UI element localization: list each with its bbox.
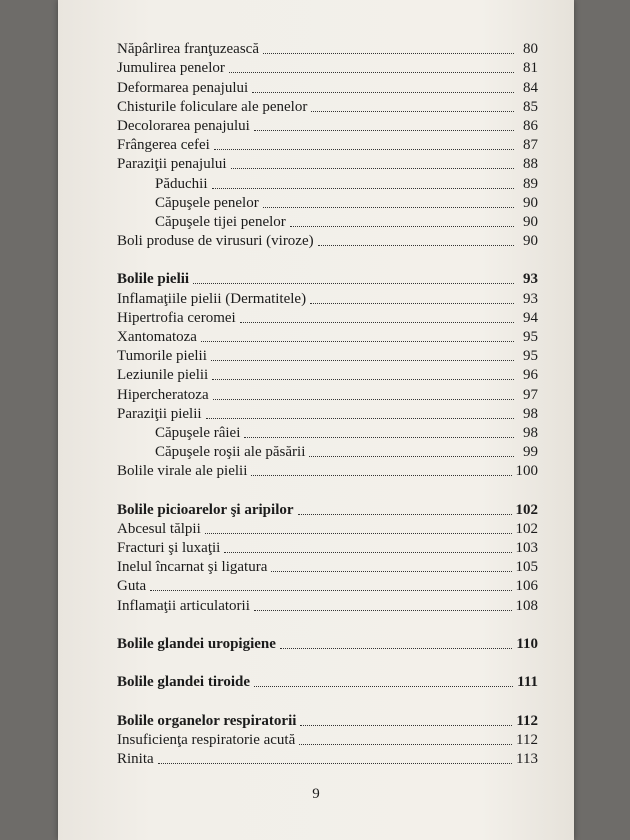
entry-page: 102 bbox=[515, 501, 538, 518]
toc-section-heading bbox=[117, 268, 538, 287]
toc-subentry bbox=[117, 422, 538, 441]
toc-entry bbox=[117, 115, 538, 134]
dot-leader bbox=[254, 609, 512, 611]
toc-entry bbox=[117, 460, 538, 479]
entry-title: Rinita bbox=[117, 751, 154, 768]
entry-page: 102 bbox=[515, 520, 538, 537]
entry-title: Abcesul tălpii bbox=[117, 520, 201, 537]
dot-leader bbox=[214, 148, 514, 150]
dot-leader bbox=[254, 129, 514, 131]
dot-leader bbox=[150, 589, 511, 591]
entry-page: 81 bbox=[523, 60, 538, 77]
entry-title: Insuficienţa respiratorie acută bbox=[117, 731, 296, 748]
entry-page: 84 bbox=[523, 79, 538, 96]
entry-title: Jumulirea penelor bbox=[117, 60, 225, 77]
entry-title: Bolile organelor respiratorii bbox=[117, 712, 297, 729]
toc-entry bbox=[117, 57, 538, 76]
dot-leader bbox=[298, 513, 512, 515]
dot-leader bbox=[263, 52, 514, 54]
toc-entry bbox=[117, 556, 538, 575]
toc-entry bbox=[117, 96, 538, 115]
entry-title: Bolile picioarelor şi aripilor bbox=[117, 501, 294, 518]
toc-entry bbox=[117, 729, 538, 748]
entry-page: 110 bbox=[516, 636, 538, 652]
entry-title: Fracturi şi luxaţii bbox=[117, 540, 221, 557]
toc-entry bbox=[117, 326, 538, 345]
toc-entry bbox=[117, 134, 538, 153]
entry-page: 93 bbox=[523, 271, 538, 288]
entry-page: 103 bbox=[515, 540, 538, 557]
entry-page: 95 bbox=[523, 348, 538, 365]
entry-page: 113 bbox=[516, 751, 538, 768]
dot-leader bbox=[193, 282, 514, 284]
entry-page: 94 bbox=[523, 309, 538, 326]
book-page bbox=[58, 0, 574, 840]
toc-entry bbox=[117, 307, 538, 326]
dot-leader bbox=[310, 302, 514, 304]
entry-title: Guta bbox=[117, 578, 147, 595]
entry-title: Bolile virale ale pielii bbox=[117, 463, 248, 480]
dot-leader bbox=[263, 206, 514, 208]
toc-entry bbox=[117, 38, 538, 57]
toc-entry bbox=[117, 76, 538, 95]
entry-page: 97 bbox=[523, 386, 538, 403]
entry-page: 112 bbox=[516, 731, 538, 748]
toc-section-heading bbox=[117, 499, 538, 518]
dot-leader bbox=[254, 685, 513, 687]
toc-entry bbox=[117, 230, 538, 249]
toc-entry bbox=[117, 594, 538, 613]
entry-page: 90 bbox=[523, 233, 538, 250]
entry-title: Deformarea penajului bbox=[117, 79, 249, 96]
entry-title: Bolile glandei uropigiene bbox=[117, 636, 276, 652]
entry-title: Xantomatoza bbox=[117, 329, 197, 345]
dot-leader bbox=[280, 647, 512, 649]
entry-title: Paraziţii penajului bbox=[117, 156, 227, 173]
dot-leader bbox=[309, 455, 514, 457]
section-spacer bbox=[117, 690, 538, 709]
entry-title: Inflamaţii articulatorii bbox=[117, 597, 250, 614]
entry-page: 93 bbox=[523, 290, 538, 307]
dot-leader bbox=[231, 167, 514, 169]
entry-page: 111 bbox=[517, 674, 538, 691]
section-spacer bbox=[117, 652, 538, 671]
dot-leader bbox=[252, 91, 514, 93]
toc-entry bbox=[117, 748, 538, 767]
entry-page: 85 bbox=[523, 98, 538, 115]
entry-page: 106 bbox=[515, 578, 538, 595]
dot-leader bbox=[311, 110, 514, 112]
dot-leader bbox=[229, 71, 514, 73]
entry-page: 98 bbox=[523, 405, 538, 422]
entry-title: Păduchii bbox=[155, 175, 208, 192]
entry-page: 80 bbox=[523, 41, 538, 58]
entry-title: Căpuşele roşii ale păsării bbox=[155, 444, 306, 461]
entry-page: 99 bbox=[523, 444, 538, 461]
dot-leader bbox=[212, 187, 515, 189]
section-spacer bbox=[117, 479, 538, 498]
toc-section-heading bbox=[117, 671, 538, 690]
entry-page: 96 bbox=[523, 367, 538, 384]
toc-entry bbox=[117, 345, 538, 364]
entry-title: Căpuşele penelor bbox=[155, 194, 259, 211]
entry-title: Boli produse de virusuri (viroze) bbox=[117, 233, 314, 250]
dot-leader bbox=[212, 378, 514, 380]
section-spacer bbox=[117, 249, 538, 268]
dot-leader bbox=[201, 340, 514, 342]
entry-page: 112 bbox=[516, 712, 538, 729]
toc-subentry bbox=[117, 441, 538, 460]
entry-page: 90 bbox=[523, 194, 538, 211]
entry-title: Frângerea cefei bbox=[117, 137, 210, 154]
entry-title: Bolile glandei tiroide bbox=[117, 674, 251, 691]
entry-title: Căpuşele tijei penelor bbox=[155, 213, 286, 230]
entry-page: 90 bbox=[523, 213, 538, 230]
dot-leader bbox=[271, 570, 511, 572]
entry-title: Paraziţii pielii bbox=[117, 405, 202, 422]
toc-entry bbox=[117, 153, 538, 172]
table-of-contents bbox=[117, 38, 538, 767]
dot-leader bbox=[251, 474, 511, 476]
dot-leader bbox=[300, 724, 512, 726]
entry-page: 89 bbox=[523, 175, 538, 192]
toc-section-heading bbox=[117, 633, 538, 652]
entry-title: Tumorile pielii bbox=[117, 348, 207, 365]
entry-title: Inelul încarnat şi ligatura bbox=[117, 559, 268, 576]
entry-page: 86 bbox=[523, 117, 538, 134]
entry-title: Leziunile pielii bbox=[117, 367, 209, 384]
entry-title: Năpârlirea franţuzească bbox=[117, 41, 259, 58]
dot-leader bbox=[299, 743, 512, 745]
toc-entry bbox=[117, 518, 538, 537]
dot-leader bbox=[244, 436, 514, 438]
entry-page: 95 bbox=[523, 329, 538, 345]
entry-page: 105 bbox=[515, 559, 538, 576]
dot-leader bbox=[158, 762, 512, 764]
dot-leader bbox=[224, 551, 511, 553]
dot-leader bbox=[206, 417, 514, 419]
dot-leader bbox=[290, 225, 514, 227]
dot-leader bbox=[318, 244, 514, 246]
page-number: 9 bbox=[312, 786, 320, 802]
entry-title: Decolorarea penajului bbox=[117, 117, 250, 134]
entry-title: Inflamaţiile pielii (Dermatitele) bbox=[117, 290, 307, 307]
section-spacer bbox=[117, 614, 538, 633]
toc-subentry bbox=[117, 172, 538, 191]
toc-entry bbox=[117, 287, 538, 306]
toc-subentry bbox=[117, 192, 538, 211]
entry-title: Chisturile foliculare ale penelor bbox=[117, 98, 308, 115]
entry-title: Căpuşele râiei bbox=[155, 424, 241, 441]
entry-page: 100 bbox=[515, 463, 538, 480]
entry-page: 87 bbox=[523, 137, 538, 154]
entry-page: 108 bbox=[515, 597, 538, 614]
dot-leader bbox=[240, 321, 514, 323]
entry-page: 98 bbox=[523, 424, 538, 441]
toc-entry bbox=[117, 403, 538, 422]
toc-subentry bbox=[117, 211, 538, 230]
toc-section-heading bbox=[117, 710, 538, 729]
dot-leader bbox=[205, 532, 512, 534]
entry-title: Bolile pielii bbox=[117, 271, 190, 288]
entry-page: 88 bbox=[523, 156, 538, 173]
dot-leader bbox=[213, 398, 514, 400]
toc-entry bbox=[117, 383, 538, 402]
toc-entry bbox=[117, 575, 538, 594]
entry-title: Hipertrofia ceromei bbox=[117, 309, 236, 326]
entry-title: Hipercheratoza bbox=[117, 386, 209, 403]
dot-leader bbox=[211, 359, 514, 361]
toc-entry bbox=[117, 537, 538, 556]
toc-entry bbox=[117, 364, 538, 383]
